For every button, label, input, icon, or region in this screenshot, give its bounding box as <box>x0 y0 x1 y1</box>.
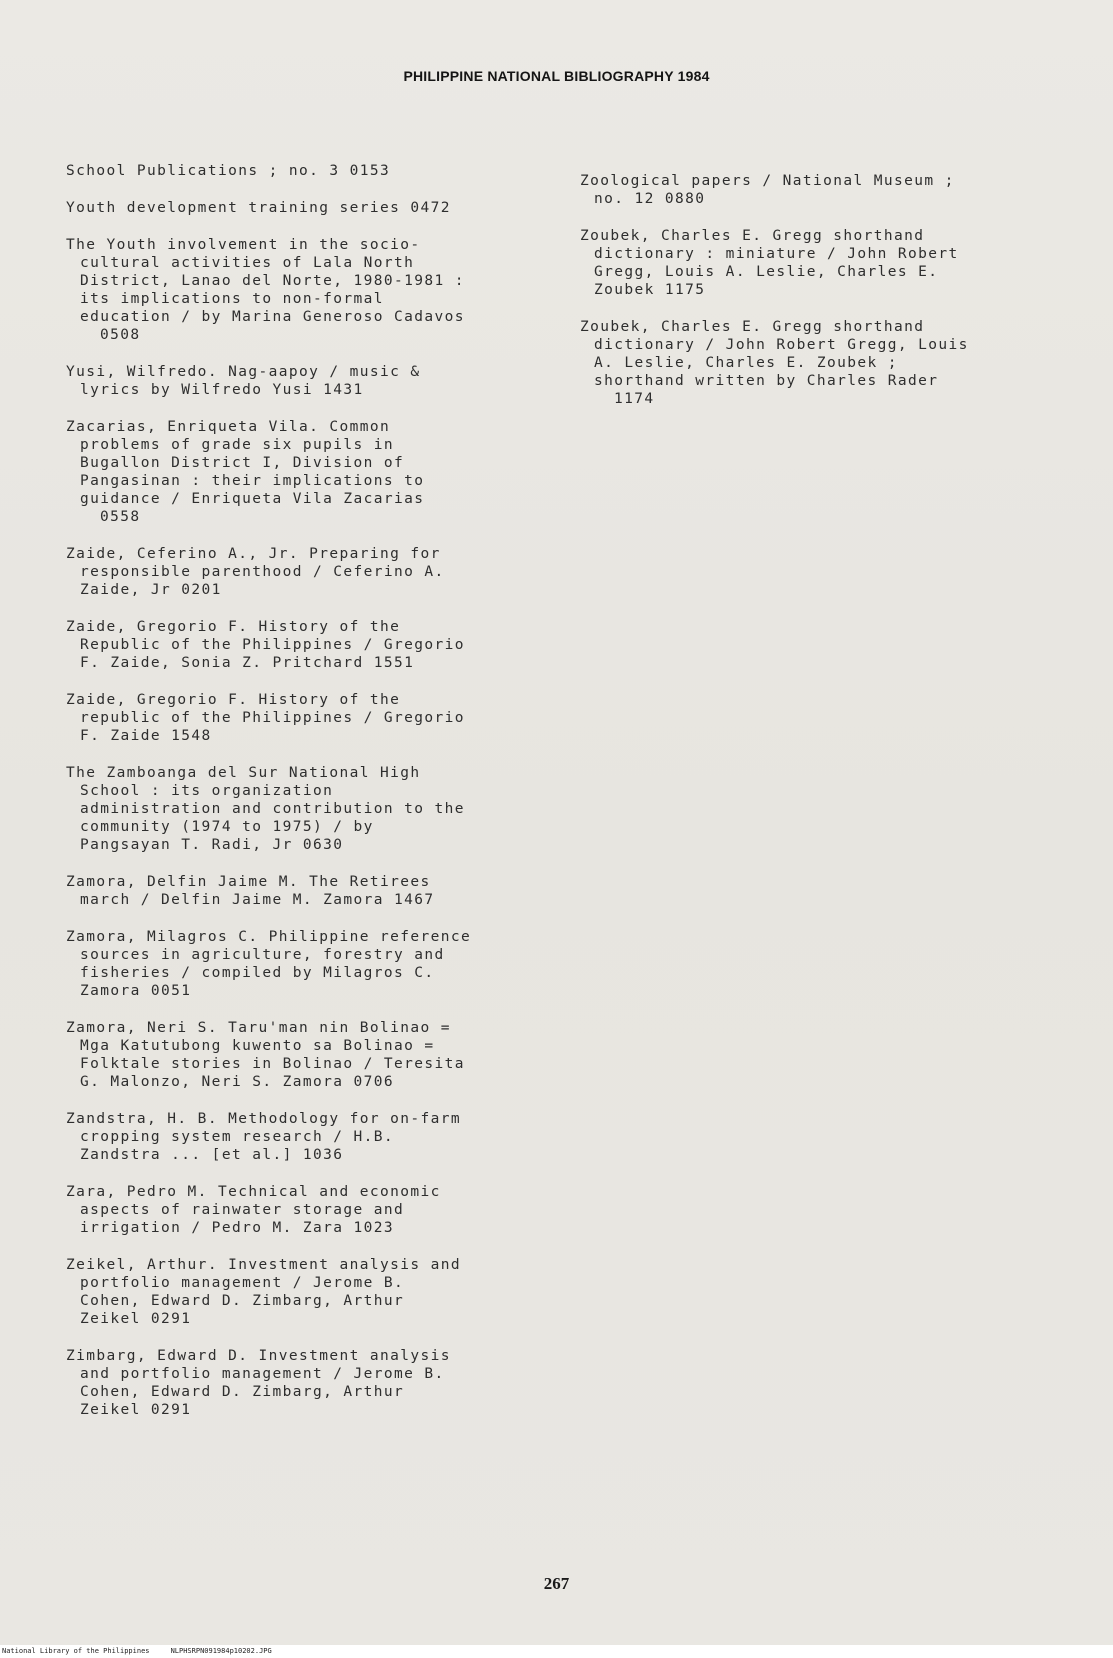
entry-line: Zoubek 1175 <box>594 282 706 298</box>
entry-number: 0558 <box>100 509 141 525</box>
entry-line: responsible parenthood / Ceferino A. <box>80 564 445 580</box>
entry-line: dictionary : miniature / John Robert <box>594 246 959 262</box>
entry-line: problems of grade six pupils in <box>80 437 395 453</box>
entry-line: republic of the Philippines / Gregorio <box>80 710 465 726</box>
bibliography-entry <box>66 764 536 854</box>
entry-line: Zara, Pedro M. Technical and economic <box>66 1184 441 1200</box>
entry-line: School Publications ; no. 3 0153 <box>66 163 391 179</box>
entry-number: 0508 <box>100 327 141 343</box>
entry-line: education / by Marina Generoso Cadavos <box>80 309 465 325</box>
entry-line: Bugallon District I, Division of <box>80 455 405 471</box>
entry-line: Zandstra, H. B. Methodology for on-farm <box>66 1111 462 1127</box>
entry-line: no. 12 0880 <box>594 191 706 207</box>
entry-line: administration and contribution to the <box>80 801 465 817</box>
page-number: 267 <box>543 1574 570 1593</box>
entry-line: fisheries / compiled by Milagros C. <box>80 965 435 981</box>
entry-line: community (1974 to 1975) / by <box>80 819 374 835</box>
left-column <box>66 162 536 1438</box>
entry-line: aspects of rainwater storage and <box>80 1202 405 1218</box>
entry-line: District, Lanao del Norte, 1980-1981 : <box>80 273 465 289</box>
bibliography-entry <box>66 873 536 909</box>
scan-footer: National Library of the Philippines NLPHSRPN091984p10202.JPG <box>0 1645 1113 1658</box>
entry-line: Yusi, Wilfredo. Nag-aapoy / music & <box>66 364 421 380</box>
entry-line: The Zamboanga del Sur National High <box>66 765 421 781</box>
entry-line: Zeikel, Arthur. Investment analysis and <box>66 1257 462 1273</box>
bibliography-entry <box>580 318 1060 408</box>
entry-line: Zamora, Milagros C. Philippine reference <box>66 929 472 945</box>
entry-line: Zandstra ... [et al.] 1036 <box>80 1147 344 1163</box>
entry-line: Zoubek, Charles E. Gregg shorthand <box>580 228 925 244</box>
entry-line: its implications to non-formal <box>80 291 384 307</box>
entry-line: G. Malonzo, Neri S. Zamora 0706 <box>80 1074 395 1090</box>
bibliography-entry <box>66 545 536 599</box>
page-header: PHILIPPINE NATIONAL BIBLIOGRAPHY 1984 <box>403 68 710 84</box>
bibliography-entry <box>66 236 536 344</box>
entry-line: Gregg, Louis A. Leslie, Charles E. <box>594 264 939 280</box>
entry-line: A. Leslie, Charles E. Zoubek ; <box>594 355 898 371</box>
entry-line: cropping system research / H.B. <box>80 1129 395 1145</box>
entry-line: Zaide, Gregorio F. History of the <box>66 619 401 635</box>
entry-line: Zoubek, Charles E. Gregg shorthand <box>580 319 925 335</box>
entry-line: School : its organization <box>80 783 334 799</box>
bibliography-entry <box>66 1347 536 1419</box>
entry-line: and portfolio management / Jerome B. <box>80 1366 445 1382</box>
entry-line: Youth development training series 0472 <box>66 200 451 216</box>
entry-line: Zaide, Ceferino A., Jr. Preparing for <box>66 546 441 562</box>
bibliography-entry <box>66 691 536 745</box>
entry-line: lyrics by Wilfredo Yusi 1431 <box>80 382 364 398</box>
entry-line: dictionary / John Robert Gregg, Louis <box>594 337 969 353</box>
entry-number: 1174 <box>614 391 655 407</box>
entry-line: F. Zaide 1548 <box>80 728 212 744</box>
entry-line: portfolio management / Jerome B. <box>80 1275 405 1291</box>
entry-line: Zaide, Jr 0201 <box>80 582 222 598</box>
entry-line: Cohen, Edward D. Zimbarg, Arthur <box>80 1293 405 1309</box>
entry-line: march / Delfin Jaime M. Zamora 1467 <box>80 892 435 908</box>
entry-line: guidance / Enriqueta Vila Zacarias <box>80 491 425 507</box>
bibliography-entry <box>66 1256 536 1328</box>
entry-line: The Youth involvement in the socio- <box>66 237 421 253</box>
entry-line: Zaide, Gregorio F. History of the <box>66 692 401 708</box>
entry-line: sources in agriculture, forestry and <box>80 947 445 963</box>
bibliography-entry <box>580 227 1060 299</box>
entry-line: cultural activities of Lala North <box>80 255 415 271</box>
bibliography-entry <box>66 1110 536 1164</box>
entry-line: Zacarias, Enriqueta Vila. Common <box>66 419 391 435</box>
bibliography-entry <box>66 199 536 217</box>
entry-line: Republic of the Philippines / Gregorio <box>80 637 465 653</box>
entry-line: Zamora 0051 <box>80 983 192 999</box>
bibliography-entry <box>66 1183 536 1237</box>
bibliography-entry <box>66 618 536 672</box>
right-column <box>580 172 1060 427</box>
bibliography-entry <box>580 172 1060 208</box>
bibliography-entry <box>66 162 536 180</box>
bibliography-entry <box>66 1019 536 1091</box>
bibliography-entry <box>66 928 536 1000</box>
entry-line: Mga Katutubong kuwento sa Bolinao = <box>80 1038 435 1054</box>
entry-line: Zeikel 0291 <box>80 1402 192 1418</box>
entry-line: Zimbarg, Edward D. Investment analysis <box>66 1348 451 1364</box>
bibliography-entry <box>66 363 536 399</box>
entry-line: F. Zaide, Sonia Z. Pritchard 1551 <box>80 655 415 671</box>
entry-line: Folktale stories in Bolinao / Teresita <box>80 1056 465 1072</box>
entry-line: Zamora, Neri S. Taru'man nin Bolinao = <box>66 1020 451 1036</box>
entry-line: irrigation / Pedro M. Zara 1023 <box>80 1220 395 1236</box>
entry-line: Zeikel 0291 <box>80 1311 192 1327</box>
bibliography-entry <box>66 418 536 526</box>
entry-line: Zamora, Delfin Jaime M. The Retirees <box>66 874 431 890</box>
entry-line: Zoological papers / National Museum ; <box>580 173 955 189</box>
entry-line: Cohen, Edward D. Zimbarg, Arthur <box>80 1384 405 1400</box>
entry-line: shorthand written by Charles Rader <box>594 373 939 389</box>
entry-line: Pangsayan T. Radi, Jr 0630 <box>80 837 344 853</box>
entry-line: Pangasinan : their implications to <box>80 473 425 489</box>
